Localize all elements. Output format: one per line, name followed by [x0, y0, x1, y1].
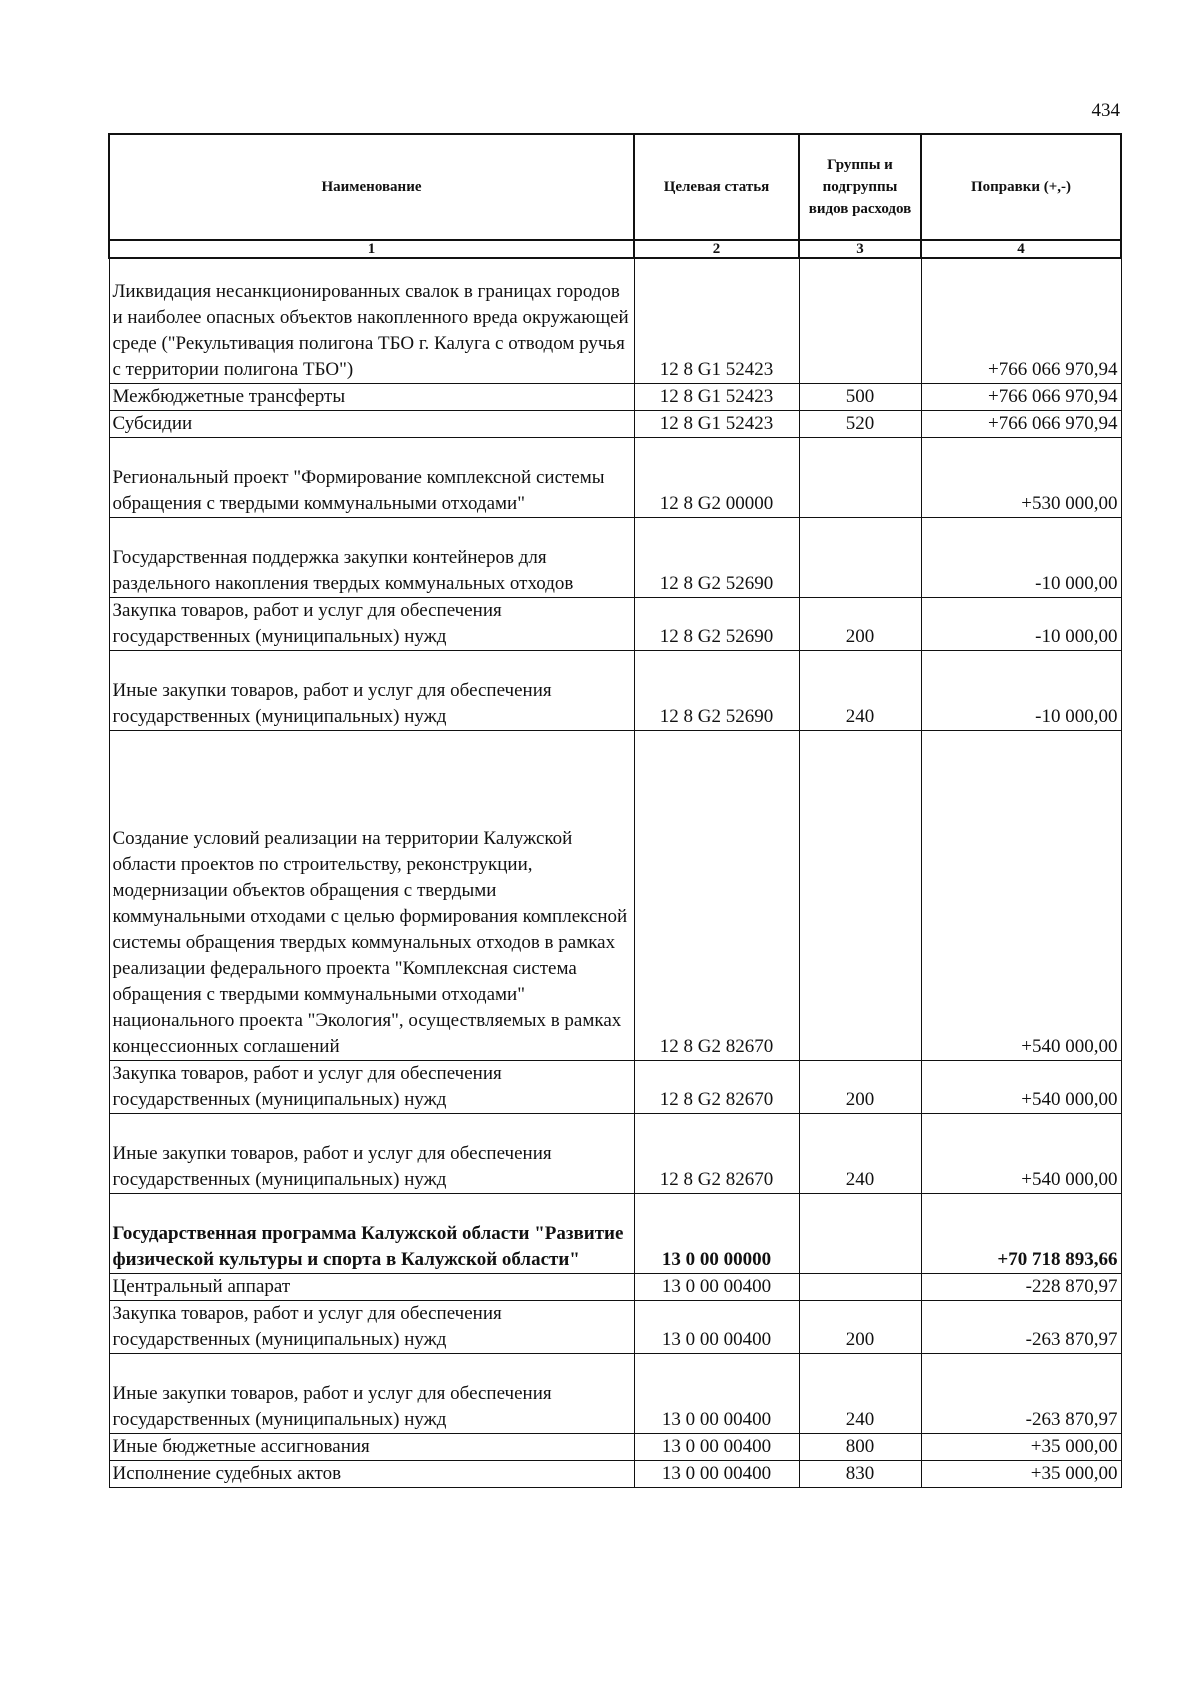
- row-amendment: +70 718 893,66: [921, 1193, 1121, 1273]
- row-expense-group: 200: [799, 1060, 921, 1113]
- table-row: [109, 650, 1121, 730]
- header-amendments: Поправки (+,-): [921, 134, 1121, 240]
- table-body: [109, 258, 1121, 1487]
- row-name: Региональный проект "Формирование комплексной системы обращения с твердыми коммунальными отходами": [109, 437, 634, 517]
- row-expense-group: 240: [799, 1353, 921, 1433]
- row-amendment: +766 066 970,94: [921, 258, 1121, 383]
- row-name: Иные закупки товаров, работ и услуг для обеспечения государственных (муниципальных) нужд: [109, 1113, 634, 1193]
- header-expense-groups: Группы и подгруппы видов расходов: [799, 134, 921, 240]
- table-row: [109, 1300, 1121, 1353]
- row-target-article: 12 8 G2 82670: [634, 730, 799, 1060]
- table-row: [109, 597, 1121, 650]
- row-amendment: +540 000,00: [921, 1113, 1121, 1193]
- table-row: [109, 258, 1121, 383]
- table-row: [109, 1273, 1121, 1300]
- row-target-article: 12 8 G2 00000: [634, 437, 799, 517]
- row-amendment: +766 066 970,94: [921, 383, 1121, 410]
- row-amendment: -10 000,00: [921, 650, 1121, 730]
- row-expense-group: 520: [799, 410, 921, 437]
- row-amendment: +540 000,00: [921, 730, 1121, 1060]
- column-number: 1: [109, 240, 634, 258]
- row-amendment: -10 000,00: [921, 597, 1121, 650]
- table-row: [109, 1193, 1121, 1273]
- row-target-article: 12 8 G1 52423: [634, 258, 799, 383]
- header-name: Наименование: [109, 134, 634, 240]
- table-row: [109, 410, 1121, 437]
- table-row: [109, 1113, 1121, 1193]
- column-number: 4: [921, 240, 1121, 258]
- row-expense-group: [799, 730, 921, 1060]
- row-name: Иные закупки товаров, работ и услуг для обеспечения государственных (муниципальных) нужд: [109, 1353, 634, 1433]
- row-expense-group: [799, 517, 921, 597]
- row-expense-group: 500: [799, 383, 921, 410]
- row-target-article: 13 0 00 00400: [634, 1460, 799, 1487]
- row-name: Центральный аппарат: [109, 1273, 634, 1300]
- row-name: Ликвидация несанкционированных свалок в границах городов и наиболее опасных объектов накопленного вреда окружающей среде ("Рекультивация полигона ТБО г. Калуга с отводом ручья с территории полигона ТБО"): [109, 258, 634, 383]
- row-expense-group: [799, 437, 921, 517]
- row-target-article: 13 0 00 00000: [634, 1193, 799, 1273]
- row-expense-group: [799, 1193, 921, 1273]
- row-target-article: 13 0 00 00400: [634, 1273, 799, 1300]
- row-expense-group: 800: [799, 1433, 921, 1460]
- row-target-article: 13 0 00 00400: [634, 1433, 799, 1460]
- row-expense-group: 200: [799, 597, 921, 650]
- row-name: Субсидии: [109, 410, 634, 437]
- row-name: Исполнение судебных актов: [109, 1460, 634, 1487]
- table-row: [109, 1460, 1121, 1487]
- row-expense-group: 200: [799, 1300, 921, 1353]
- row-name: Закупка товаров, работ и услуг для обеспечения государственных (муниципальных) нужд: [109, 1060, 634, 1113]
- row-name: Закупка товаров, работ и услуг для обеспечения государственных (муниципальных) нужд: [109, 597, 634, 650]
- row-name: Государственная поддержка закупки контейнеров для раздельного накопления твердых коммунальных отходов: [109, 517, 634, 597]
- table-row: [109, 730, 1121, 1060]
- row-target-article: 13 0 00 00400: [634, 1300, 799, 1353]
- row-expense-group: [799, 1273, 921, 1300]
- row-target-article: 12 8 G1 52423: [634, 410, 799, 437]
- row-amendment: -263 870,97: [921, 1353, 1121, 1433]
- row-expense-group: 240: [799, 1113, 921, 1193]
- row-amendment: -263 870,97: [921, 1300, 1121, 1353]
- table-row: [109, 1353, 1121, 1433]
- table-row: [109, 1433, 1121, 1460]
- row-name: Закупка товаров, работ и услуг для обеспечения государственных (муниципальных) нужд: [109, 1300, 634, 1353]
- row-target-article: 13 0 00 00400: [634, 1353, 799, 1433]
- row-amendment: +540 000,00: [921, 1060, 1121, 1113]
- row-target-article: 12 8 G1 52423: [634, 383, 799, 410]
- row-name: Государственная программа Калужской области "Развитие физической культуры и спорта в Калужской области": [109, 1193, 634, 1273]
- column-number: 3: [799, 240, 921, 258]
- row-name: Межбюджетные трансферты: [109, 383, 634, 410]
- row-amendment: +530 000,00: [921, 437, 1121, 517]
- row-expense-group: 830: [799, 1460, 921, 1487]
- page-number: 434: [1091, 100, 1120, 121]
- row-target-article: 12 8 G2 52690: [634, 517, 799, 597]
- table-row: [109, 437, 1121, 517]
- row-target-article: 12 8 G2 52690: [634, 650, 799, 730]
- header-target-article: Целевая статья: [634, 134, 799, 240]
- row-name: Создание условий реализации на территории Калужской области проектов по строительству, реконструкции, модернизации объектов обращения с твердыми коммунальными отходами с целью формирования комплексной системы обращения твердых коммунальных отходов в рамках реализации федерального проекта "Комплексная система обращения с твердыми коммунальными отходами" национального проекта "Экология", осуществляемых в рамках концессионных соглашений: [109, 730, 634, 1060]
- row-name: Иные закупки товаров, работ и услуг для обеспечения государственных (муниципальных) нужд: [109, 650, 634, 730]
- row-expense-group: 240: [799, 650, 921, 730]
- column-number: 2: [634, 240, 799, 258]
- table-row: [109, 1060, 1121, 1113]
- row-amendment: +35 000,00: [921, 1433, 1121, 1460]
- row-expense-group: [799, 258, 921, 383]
- table-row: [109, 383, 1121, 410]
- row-target-article: 12 8 G2 82670: [634, 1060, 799, 1113]
- row-amendment: +766 066 970,94: [921, 410, 1121, 437]
- budget-table: [108, 133, 1122, 1488]
- row-amendment: -10 000,00: [921, 517, 1121, 597]
- row-name: Иные бюджетные ассигнования: [109, 1433, 634, 1460]
- row-amendment: +35 000,00: [921, 1460, 1121, 1487]
- table-row: [109, 517, 1121, 597]
- row-target-article: 12 8 G2 52690: [634, 597, 799, 650]
- row-target-article: 12 8 G2 82670: [634, 1113, 799, 1193]
- row-amendment: -228 870,97: [921, 1273, 1121, 1300]
